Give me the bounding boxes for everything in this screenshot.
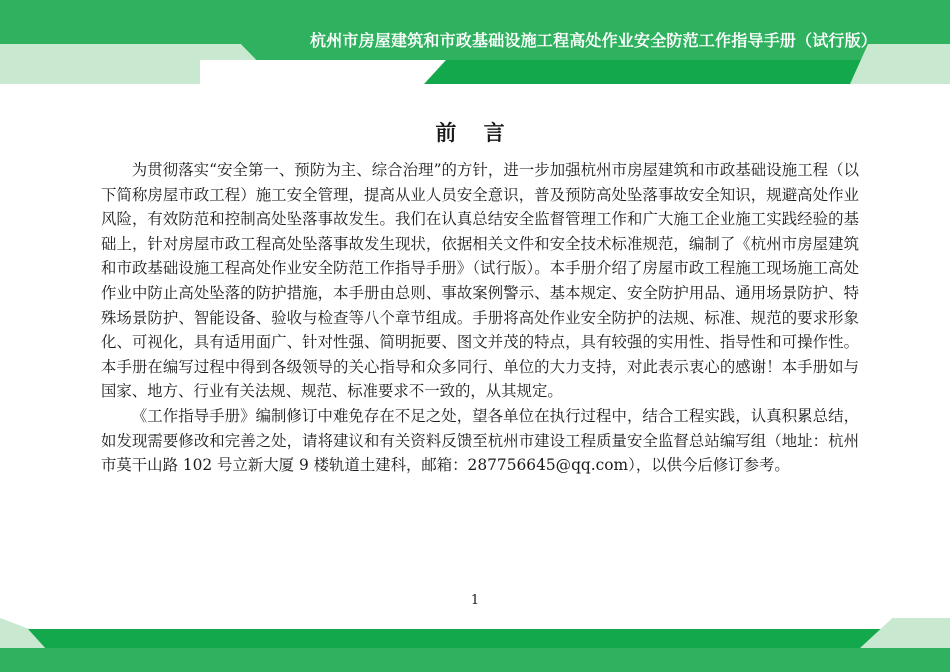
footer-accent-bar [28, 629, 888, 648]
preface-body [101, 158, 859, 478]
page-title: 前 言 [435, 120, 515, 145]
running-header-title: 杭州市房屋建筑和市政基础设施工程高处作业安全防范工作指导手册（试行版） [310, 31, 878, 50]
paragraph: 为贯彻落实“安全第一、预防为主、综合治理”的方针，进一步加强杭州市房屋建筑和市政基础设施工程（以下简称房屋市政工程）施工安全管理，提高从业人员安全意识，普及预防高处坠落事故安全知识，规避高处作业风险，有效防范和控制高处坠落事故发生。我们在认真总结安全监督管理工作和广大施工企业施工实践经验的基础上，针对房屋市政工程高处坠落事故发生现状，依据相关文件和安全技术标准规范，编制了《杭州市房屋建筑和市政基础设施工程高处作业安全防范工作指导手册》（试行版）。本手册介绍了房屋市政工程施工现场施工高处作业中防止高处坠落的防护措施，本手册由总则、事故案例警示、基本规定、安全防护用品、通用场景防护、特殊场景防护、智能设备、验收与检查等八个章节组成。手册将高处作业安全防护的法规、标准、规范的要求形象化、可视化，具有适用面广、针对性强、简明扼要、图文并茂的特点，具有较强的实用性、指导性和可操作性。本手册在编写过程中得到各级领导的关心指导和众多同行、单位的大力支持，对此表示衷心的感谢！本手册如与国家、地方、行业有关法规、规范、标准要求不一致的，从其规定。 [101, 161, 859, 401]
paragraph: 《工作指导手册》编制修订中难免存在不足之处，望各单位在执行过程中，结合工程实践，认真积累总结，如发现需要修改和完善之处，请将建议和有关资料反馈至杭州市建设工程质量安全监督总站编写组（地址：杭州市莫干山路 102 号立新大厦 9 楼轨道土建科，邮箱：287756645@qq.com），以供今后修订参考。 [101, 406, 859, 475]
header-accent-bar [424, 60, 864, 84]
footer-band [0, 648, 950, 672]
page-number: 1 [470, 593, 480, 608]
header-cut [200, 60, 460, 90]
